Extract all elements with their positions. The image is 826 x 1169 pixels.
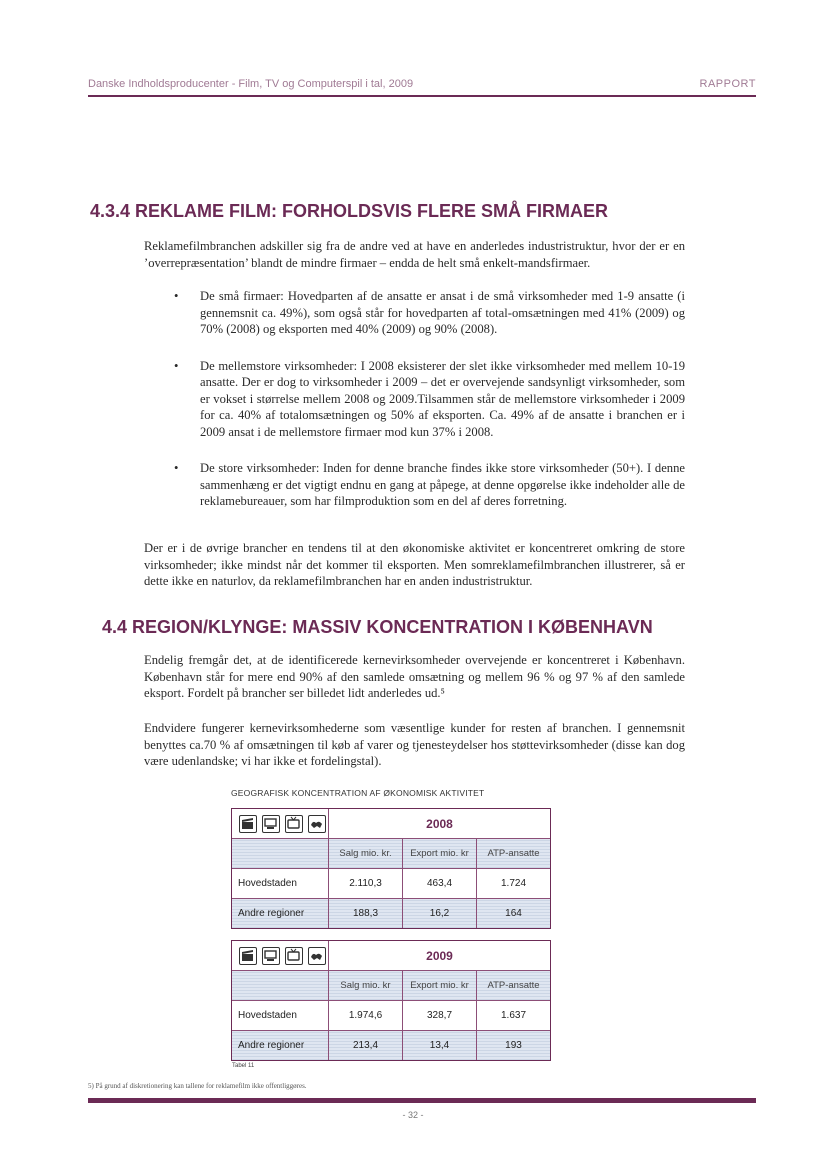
bullet-text: De små firmaer: Hovedparten af de ansatte er ansat i de små virksomheder med 1-9 ansatte (i gennemsnit ca. 49%), som også står for hovedparten af total-omsætningen med 41% (2009) og 70% (2008) og eksporten med 40% (2009) og 90% (2008). [200,289,685,336]
bullet-text: De store virksomheder: Inden for denne branche findes ikke store virksomheder (50+). I denne sammenhæng er det vigtigt endnu en gang at påpege, at denne opgørelse ikke indeholder alle de reklamebureauer, som har filmproduktion som en del af deres forretning. [200,461,685,508]
film-clapper-icon [239,815,257,833]
tv-icon [285,815,303,833]
table-icon-row [232,809,550,838]
table-cell: 1.974,6 [328,1001,402,1030]
game-controller-icon [308,947,326,965]
section-heading-4-4: 4.4 REGION/KLYNGE: MASSIV KONCENTRATION I KØBENHAVN [102,617,653,637]
footnote: 5) På grund af diskretionering kan tallene for reklamefilm ikke offentliggøres. [88,1082,307,1090]
table-header-row [232,970,550,1000]
column-header: Export mio. kr [402,971,476,1000]
section-closing-paragraph: Der er i de øvrige brancher en tendens til at den økonomiske aktivitet er koncentreret omkring de store virksomheder; ikke mindst når det kommer til eksporten. Men somreklamefilmbranchen illustrerer, så er dette ikke en naturlov, da reklamefilmbranchen har en anden industristruktur. [144,541,685,588]
table-cell: 463,4 [402,869,476,898]
game-controller-icon [308,815,326,833]
row-label: Andre regioner [238,1040,305,1051]
table-title: GEOGRAFISK KONCENTRATION AF ØKONOMISK AKTIVITET [231,788,485,798]
page-number: - 32 - [402,1110,424,1120]
region-paragraph-1: Endelig fremgår det, at de identificerede kernevirksomheder overvejende er koncentreret i København. København står for mere end 90% af den samlede omsætning og mellem 96 % og 97 % af den samlede eksport. Fordelt på brancher ser billedet lidt anderledes ud.⁵ [144,653,685,700]
row-label: Andre regioner [238,908,305,919]
section-heading-4-3-4: 4.3.4 REKLAME FILM: FORHOLDSVIS FLERE SMÅ FIRMAER [90,201,609,221]
header-title: Danske Indholdsproducenter - Film, TV og Computerspil i tal, 2009 [88,78,414,90]
column-header: ATP-ansatte [476,839,550,868]
section-intro-paragraph: Reklamefilmbranchen adskiller sig fra de andre ved at have en anderledes industristruktur, hvor der er en ’overrepræsentation’ blandt de mindre firmaer – endda de helt små enkelt-mandsfirmaer. [144,239,685,270]
header-label: RAPPORT [699,78,756,90]
table-cell: 1.724 [476,869,550,898]
table-caption: Tabel 11 [232,1063,255,1069]
year-2008: 2008 [328,809,550,838]
table-icon-row [232,941,550,970]
table-cell: 1.637 [476,1001,550,1030]
bullet-small-firms: • De små firmaer: Hovedparten af de ansatte er ansat i de små virksomheder med 1-9 ansatte (i gennemsnit ca. 49%), som også står for hovedparten af total-omsætningen med 41% (2009) og 70% (2008) og eksporten med 40% (2009) og 90% (2008). [174,289,685,336]
table-block-2008 [231,808,551,929]
cinema-screen-icon [262,815,280,833]
table-block-2009 [231,940,551,1061]
table-header-row [232,838,550,868]
industry-icons [232,809,328,838]
bullet-medium-firms: • De mellemstore virksomheder: I 2008 eksisterer der slet ikke virksomheder med mellem 10-19 ansatte. Der er dog to virksomheder i 2009 – det er overvejende sandsynligt virksomheder, som er vokset i størrelse mellem 2008 og 2009.Tilsammen står de mellemstore virksomheder i 2009 for ca. 40% af totalomsætningen og 50% af eksporten. Ca. 49% af de ansatte i branchen er i 2009 ansat i de mellemstore firmaer mod kun 37% i 2008. [174,358,685,439]
header-rule [88,95,756,97]
column-header: Salg mio. kr. [328,839,402,868]
row-label: Hovedstaden [238,1010,297,1021]
footer-rule [88,1098,756,1103]
column-header: ATP-ansatte [476,971,550,1000]
table-cell: 213,4 [328,1031,402,1060]
table-cell: 13,4 [402,1031,476,1060]
industry-icons [232,941,328,970]
table-cell: 2.110,3 [328,869,402,898]
bullet-large-firms: • De store virksomheder: Inden for denne branche findes ikke store virksomheder (50+). I denne sammenhæng er det vigtigt endnu en gang at påpege, at denne opgørelse ikke indeholder alle de reklamebureauer, som har filmproduktion som en del af deres forretning. [174,461,685,508]
table-cell: 328,7 [402,1001,476,1030]
running-header [88,78,756,96]
table-cell: 188,3 [328,899,402,928]
bullet-list [172,288,685,530]
table-row [232,898,550,928]
table-cell: 16,2 [402,899,476,928]
film-clapper-icon [239,947,257,965]
cinema-screen-icon [262,947,280,965]
region-paragraph-2: Endvidere fungerer kernevirksomhederne som væsentlige kunder for resten af branchen. I gennemsnit benyttes ca.70 % af omsætningen til køb af varer og tjenesteydelser hos støttevirksomheder (disse kan dog være udenlandske; vi har ikke et fordelingstal). [144,721,685,768]
table-row [232,868,550,898]
table-row [232,1000,550,1030]
year-2009: 2009 [328,941,550,970]
column-header: Export mio. kr [402,839,476,868]
row-label: Hovedstaden [238,878,297,889]
bullet-text: De mellemstore virksomheder: I 2008 eksisterer der slet ikke virksomheder med mellem 10-19 ansatte. Der er dog to virksomheder i 2009 – det er overvejende sandsynligt virksomheder, som er vokset i størrelse mellem 2008 og 2009.Tilsammen står de mellemstore virksomheder i 2009 for ca. 40% af totalomsætningen og 50% af eksporten. Ca. 49% af de ansatte i branchen er i 2009 ansat i de mellemstore firmaer mod kun 37% i 2008. [200,358,685,439]
table-row [232,1030,550,1060]
tv-icon [285,947,303,965]
column-header: Salg mio. kr [328,971,402,1000]
table-cell: 164 [476,899,550,928]
table-cell: 193 [476,1031,550,1060]
